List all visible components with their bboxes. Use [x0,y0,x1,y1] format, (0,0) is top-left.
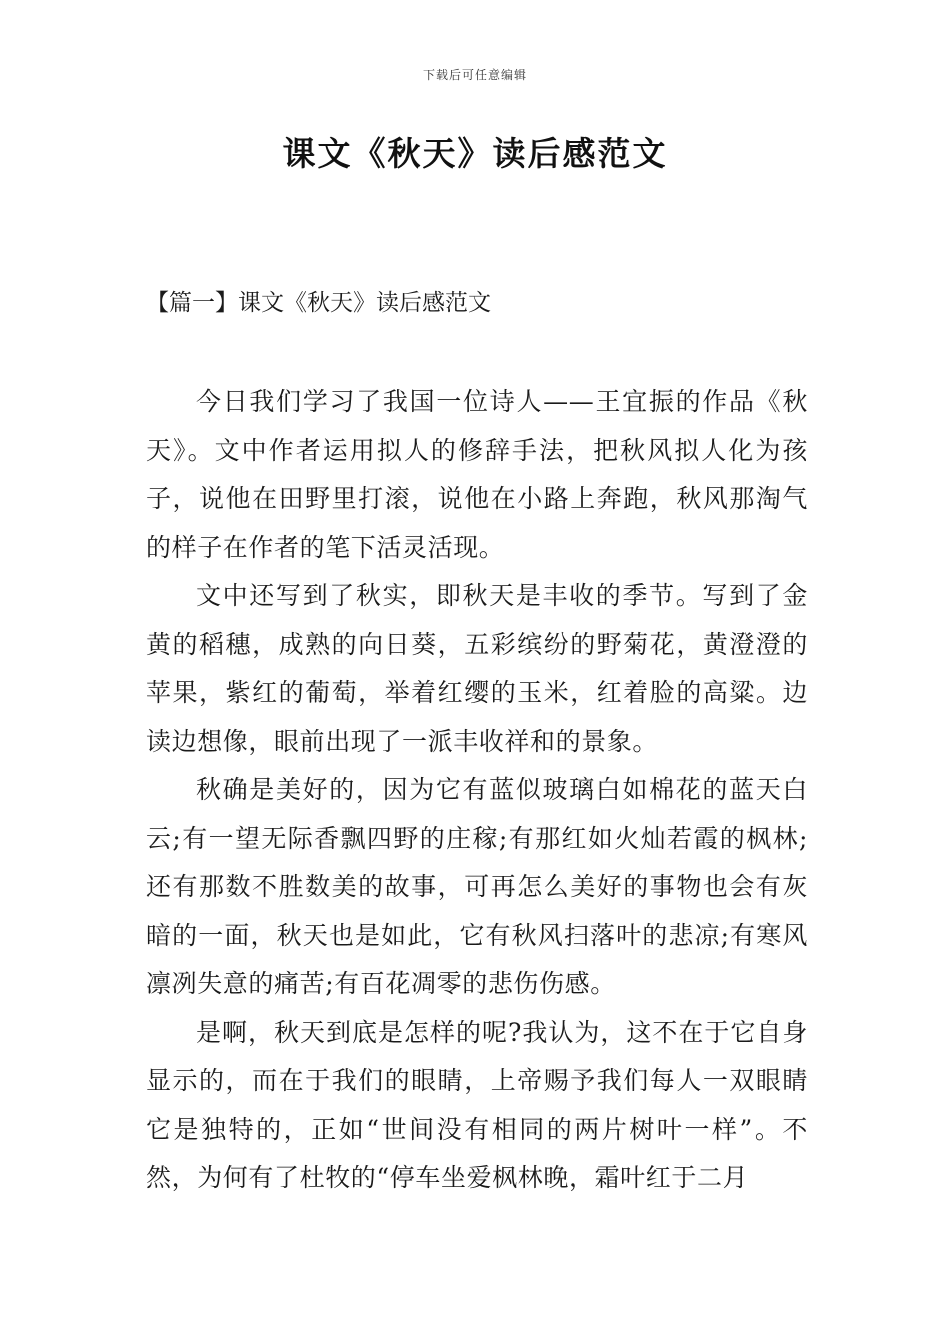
paragraph-1: 今日我们学习了我国一位诗人——王宜振的作品《秋天》。文中作者运用拟人的修辞手法，把秋风拟人化为孩子，说他在田野里打滚，说他在小路上奔跑，秋风那淘气的样子在作者的笔下活灵活现。 [146,387,808,562]
section-heading: 【篇一】课文《秋天》读后感范文 [146,290,491,316]
paragraph-2: 文中还写到了秋实，即秋天是丰收的季节。写到了金黄的稻穗，成熟的向日葵，五彩缤纷的野菊花，黄澄澄的苹果，紫红的葡萄，举着红缨的玉米，红着脸的高粱。边读边想像，眼前出现了一派丰收祥和的景象。 [146,581,808,756]
body-text [146,378,808,1203]
document-title: 课文《秋天》读后感范文 [282,134,668,173]
paragraph-3: 秋确是美好的，因为它有蓝似玻璃白如棉花的蓝天白云;有一望无际香飘四野的庄稼;有那红如火灿若霞的枫林;还有那数不胜数美的故事，可再怎么美好的事物也会有灰暗的一面，秋天也是如此，它有秋风扫落叶的悲凉;有寒风凛冽失意的痛苦;有百花凋零的悲伤伤感。 [146,775,808,998]
header-note: 下载后可任意编辑 [422,68,527,82]
paragraph-4: 是啊，秋天到底是怎样的呢?我认为，这不在于它自身显示的，而在于我们的眼睛，上帝赐予我们每人一双眼睛它是独特的，正如“世间没有相同的两片树叶一样”。不然，为何有了杜牧的“停车坐爱枫林晚，霜叶红于二月 [146,1017,808,1192]
